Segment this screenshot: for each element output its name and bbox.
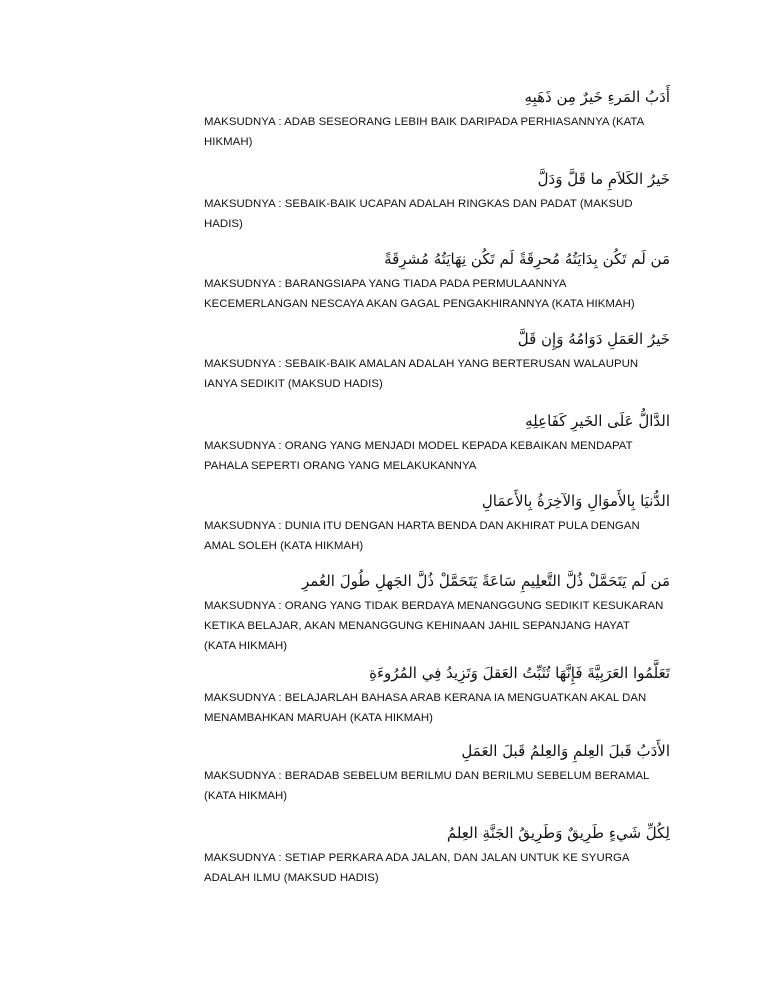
proverb-meaning: MAKSUDNYA : ADAB SESEORANG LEBIH BAIK DARIPADA PERHIASANNYA (KATA HIKMAH)	[204, 116, 644, 148]
proverb-entry	[204, 164, 670, 244]
proverb-entry	[204, 406, 670, 486]
arabic-proverb: أَدَبُ المَرءِ خَيرٌ مِن ذَهَبِهِ	[524, 88, 670, 106]
proverb-meaning: MAKSUDNYA : DUNIA ITU DENGAN HARTA BENDA DAN AKHIRAT PULA DENGAN AMAL SOLEH (KATA HIKMAH)	[204, 520, 640, 552]
arabic-proverb: مَن لَم تَكُن بِدَايَتُهُ مُحرِقَةً لَم تَكُن نِهَايَتُهُ مُشرِقَةً	[384, 250, 670, 268]
proverb-meaning: MAKSUDNYA : SEBAIK-BAIK AMALAN ADALAH YANG BERTERUSAN WALAUPUN IANYA SEDIKIT (MAKSUD HADIS)	[204, 358, 639, 390]
arabic-proverb: لِكُلِّ شَيءٍ طَرِيقٌ وَطَرِيقُ الجَنَّةِ العِلمُ	[446, 824, 670, 842]
document-page	[204, 82, 670, 898]
proverb-entry	[204, 566, 670, 658]
arabic-proverb: تَعَلَّمُوا العَرَبِيَّةَ فَإِنَّهَا تُثَبِّتُ العَقلَ وَتَزِيدُ فِي المُرُوءَةِ	[369, 664, 670, 682]
proverb-entry	[204, 818, 670, 898]
arabic-proverb: الأَدَبُ قَبلَ العِلمِ وَالعِلمُ قَبلَ العَمَلِ	[461, 742, 670, 760]
proverb-entry	[204, 736, 670, 818]
proverb-meaning: MAKSUDNYA : ORANG YANG TIDAK BERDAYA MENANGGUNG SEDIKIT KESUKARAN KETIKA BELAJAR, AKAN MENANGGUNG KEHINAAN JAHIL SEPANJANG HAYAT (KATA HIKMAH)	[204, 600, 664, 652]
proverb-entry	[204, 324, 670, 406]
proverb-meaning: MAKSUDNYA : BERADAB SEBELUM BERILMU DAN BERILMU SEBELUM BERAMAL (KATA HIKMAH)	[204, 770, 649, 802]
proverb-entry	[204, 486, 670, 566]
arabic-proverb: خَيرُ الكَلاَمِ ما قَلَّ وَدَلَّ	[537, 170, 670, 188]
proverb-meaning: MAKSUDNYA : BARANGSIAPA YANG TIADA PADA PERMULAANNYA KECEMERLANGAN NESCAYA AKAN GAGAL PENGAKHIRANNYA (KATA HIKMAH)	[204, 278, 635, 310]
proverb-meaning: MAKSUDNYA : ORANG YANG MENJADI MODEL KEPADA KEBAIKAN MENDAPAT PAHALA SEPERTI ORANG YANG MELAKUKANNYA	[204, 440, 633, 472]
proverb-entry	[204, 244, 670, 324]
proverb-meaning: MAKSUDNYA : BELAJARLAH BAHASA ARAB KERANA IA MENGUATKAN AKAL DAN MENAMBAHKAN MARUAH (KATA HIKMAH)	[204, 692, 647, 724]
proverb-entry	[204, 658, 670, 736]
proverb-meaning: MAKSUDNYA : SETIAP PERKARA ADA JALAN, DAN JALAN UNTUK KE SYURGA ADALAH ILMU (MAKSUD HADIS)	[204, 852, 629, 884]
proverb-entry	[204, 82, 670, 164]
arabic-proverb: الدَّالُّ عَلَى الخَيرِ كَفَاعِلِهِ	[525, 412, 670, 430]
arabic-proverb: مَن لَم يَتَحَمَّلْ ذُلَّ التَّعلِيمِ سَاعَةً يَتَحَمَّلْ ذُلَّ الجَهلِ طُولَ العُمرِ	[302, 572, 670, 590]
proverb-meaning: MAKSUDNYA : SEBAIK-BAIK UCAPAN ADALAH RINGKAS DAN PADAT (MAKSUD HADIS)	[204, 198, 633, 230]
arabic-proverb: الدُّنيَا بِالأَموَالِ وَالآخِرَةُ بِالأَعمَالِ	[481, 492, 670, 510]
arabic-proverb: خَيرُ العَمَلِ دَوَامُهُ وَإِن قَلَّ	[517, 330, 670, 348]
